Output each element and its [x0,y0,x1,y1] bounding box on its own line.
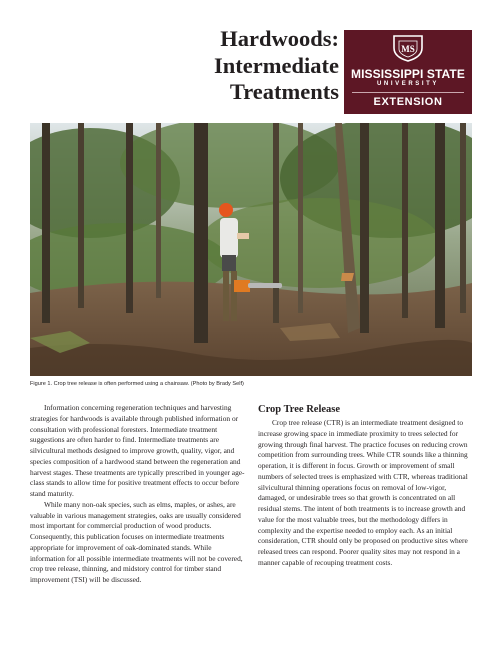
seal-letters: MS [401,44,415,54]
right-column [258,403,473,569]
hardhat [219,203,233,217]
figure-photo [30,123,472,376]
body-paragraph: Crop tree release (CTR) is an intermediate treatment designed to increase growing space in immediate proximity to trees selected for growing through final harvest. The practice focuses on reducing crown competition from surrounding trees. While CTR sounds like a thinning operation, it is different in focus. Growth or improvement of small numbers of selected trees is emphasized with CTR, whereas traditional silvicultural thinning operations focus on removal of low-vigor, damaged, or undesirable trees so that growth is concentrated on all residual stems. The intent of both treatments is to increase growth and value for the most valuable trees, but the methodology differs in complexity and the expertise needed to employ each. As an initial consideration, CTR should only be proposed on productive sites where released trees can respond. Poorer quality sites may not respond in a manner capable of recouping treatment costs. [258,418,468,567]
ms-seal-icon [391,34,425,62]
forest-chainsaw-photo [30,123,472,376]
extension-label: EXTENSION [373,96,443,108]
body-paragraph: Information concerning regeneration techniques and harvesting strategies for hardwoods is available through published information or consultation with professional foresters. Intermediate treatment suggestions are often harder to find. Intermediate treatments are silvicultural methods designed to improve growth, quality, vigor, and species composition of a hardwood stand between the regeneration and harvest stages. These treatments are typically prescribed in younger age-class stands to allow time for positive treatment effects to occur before stand maturity. [30,403,245,498]
figure-caption: Figure 1. Crop tree release is often performed using a chainsaw. (Photo by Brady Self) [30,381,244,387]
msu-extension-logo [344,30,472,114]
document-title [139,26,339,106]
title-line: Hardwoods: [220,26,339,51]
left-column [30,403,245,586]
body-paragraph: While many non-oak species, such as elms, maples, or ashes, are valuable in various management strategies, oaks are usually considered most important for commercial production of wood products. Consequently, this publication focuses on intermediate treatments appropriate for improvement of oak-dominated stands. While information for all possible intermediate treatments will not be covered, crop tree release, thinning, and midstory control for timber stand improvement (TSI) will be discussed. [30,499,243,584]
logo-divider [352,92,464,93]
title-line: Intermediate [214,52,339,78]
title-line: Treatments [229,79,339,104]
institution-name: MISSISSIPPI STATE [351,67,465,81]
section-heading: Crop Tree Release [258,404,341,415]
university-label: UNIVERSITY [376,81,439,87]
